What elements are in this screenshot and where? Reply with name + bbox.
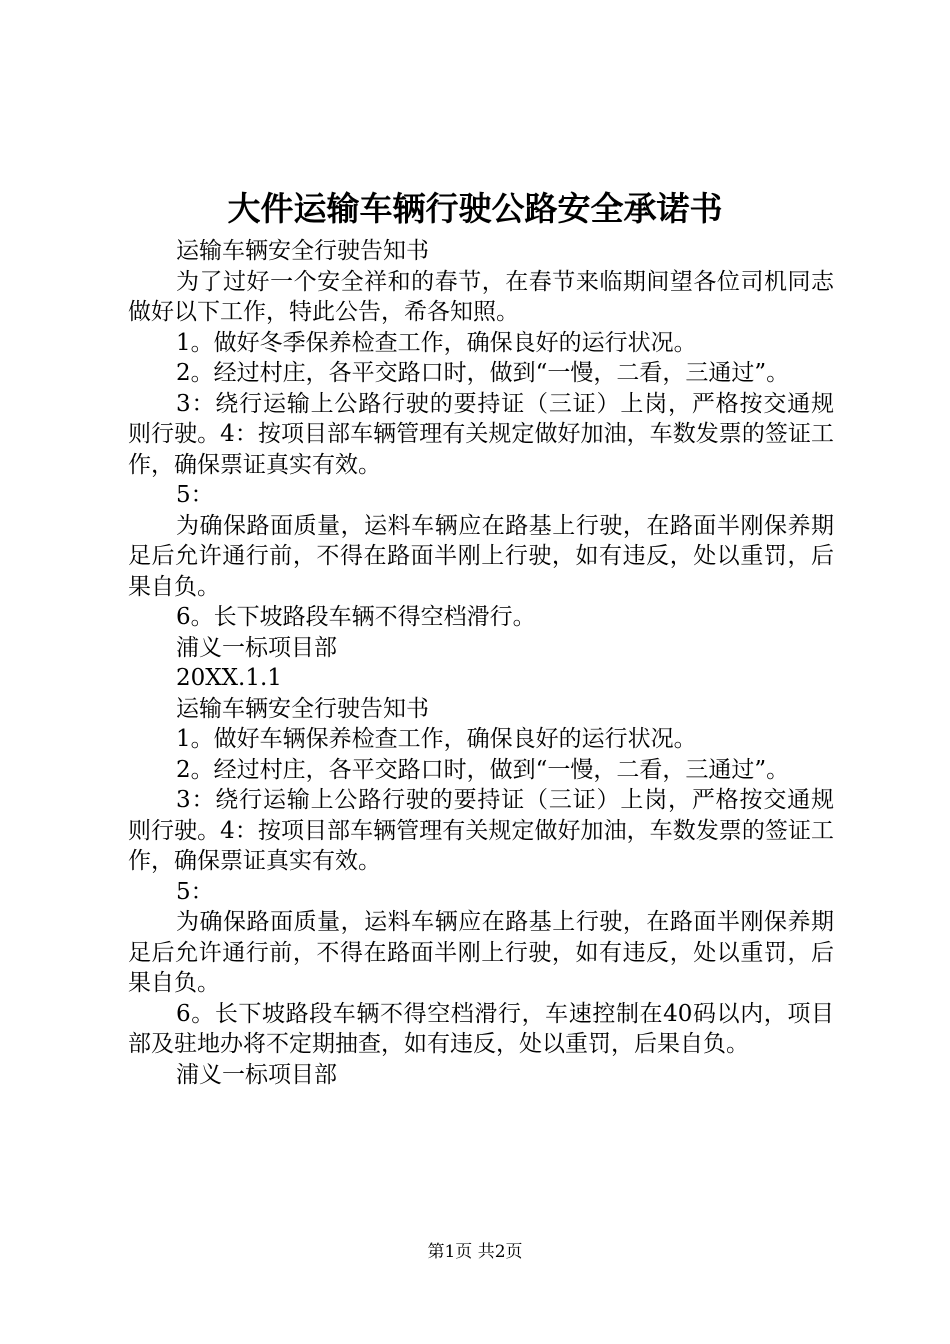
paragraph-item-6-second: 6。长下坡路段车辆不得空档滑行，车速控制在40码以内，项目部及驻地办将不定期抽查，如有违反，处以重罚，后果自负。 <box>128 1000 834 1057</box>
paragraph-signature-second: 浦义一标项目部 <box>176 1061 337 1088</box>
paragraph-item-1: 1。做好冬季保养检查工作，确保良好的运行状况。 <box>176 329 697 356</box>
document-title: 大件运输车辆行驶公路安全承诺书 <box>227 189 723 228</box>
paragraph-signature: 浦义一标项目部 <box>176 634 337 661</box>
paragraph-intro: 为了过好一个安全祥和的春节，在春节来临期间望各位司机同志做好以下工作，特此公告，希各知照。 <box>128 268 834 325</box>
paragraph-notice-heading-2: 运输车辆安全行驶告知书 <box>176 695 429 722</box>
paragraph-date: 20XX.1.1 <box>176 665 282 691</box>
paragraph-item-6: 6。长下坡路段车辆不得空档滑行。 <box>176 604 536 630</box>
paragraph-item-5-label-second: 5： <box>176 878 214 905</box>
paragraph-notice-heading-1: 运输车辆安全行驶告知书 <box>176 238 429 264</box>
paragraph-item-5: 为确保路面质量，运料车辆应在路基上行驶，在路面半刚保养期足后允许通行前，不得在路面半刚上行驶，如有违反，处以重罚，后果自负。 <box>128 512 834 600</box>
paragraph-item-3-4: 3：绕行运输上公路行驶的要持证（三证）上岗，严格按交通规则行驶。4：按项目部车辆管理有关规定做好加油，车数发票的签证工作，确保票证真实有效。 <box>128 390 834 478</box>
paragraph-item-2-second: 2。经过村庄，各平交路口时，做到“一慢，二看，三通过”。 <box>176 756 790 783</box>
paragraph-item-5-second: 为确保路面质量，运料车辆应在路基上行驶，在路面半刚保养期足后允许通行前，不得在路面半刚上行驶，如有违反，处以重罚，后果自负。 <box>128 909 834 996</box>
paragraph-item-5-label: 5： <box>176 482 214 508</box>
document-body <box>128 236 834 1090</box>
paragraph-item-3-4-second: 3：绕行运输上公路行驶的要持证（三证）上岗，严格按交通规则行驶。4：按项目部车辆管理有关规定做好加油，车数发票的签证工作，确保票证真实有效。 <box>128 787 834 874</box>
paragraph-item-1-second: 1。做好车辆保养检查工作，确保良好的运行状况。 <box>176 726 697 752</box>
paragraph-item-2: 2。经过村庄，各平交路口时，做到“一慢，二看，三通过”。 <box>176 360 790 386</box>
page-number-footer: 第1页 共2页 <box>427 1242 523 1262</box>
